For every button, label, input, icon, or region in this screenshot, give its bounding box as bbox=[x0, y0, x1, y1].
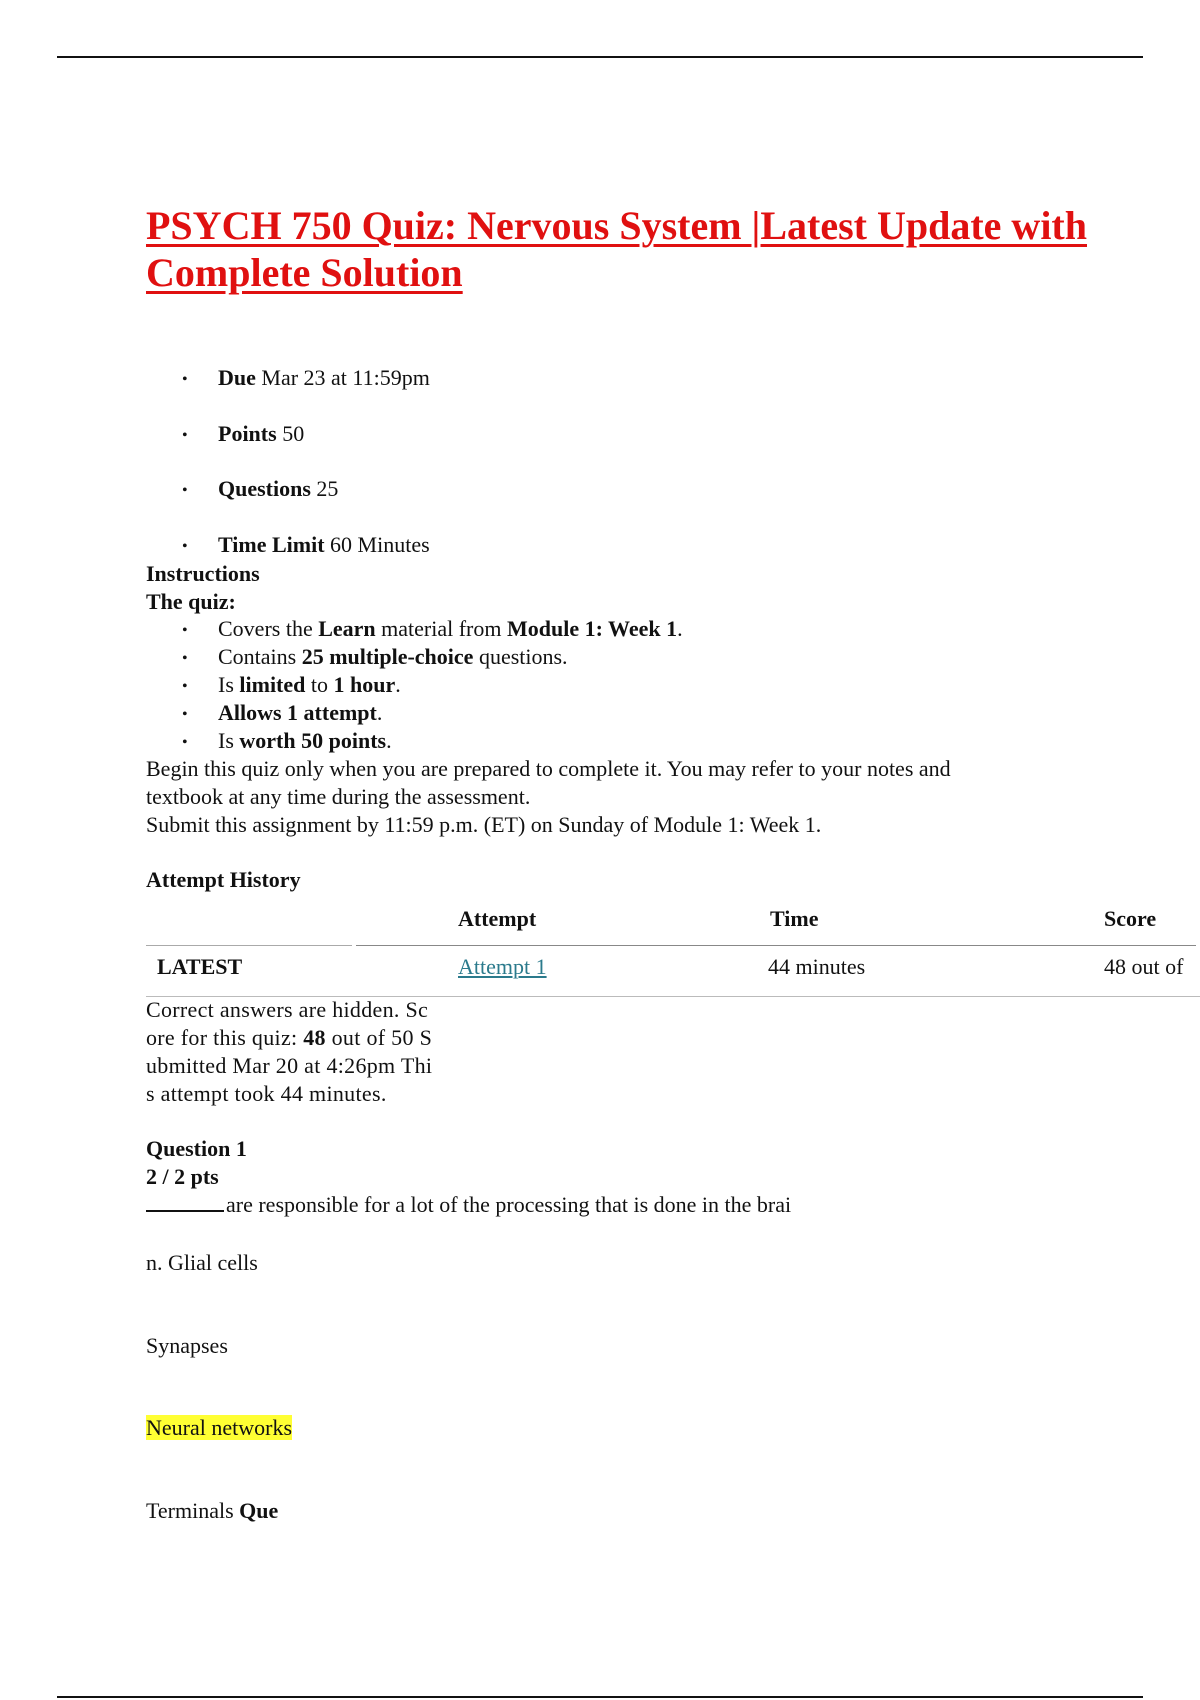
bullet-dot: • bbox=[182, 734, 188, 751]
meta-points: Points 50 bbox=[218, 421, 305, 446]
attempt-history-heading: Attempt History bbox=[146, 867, 301, 892]
quiz-heading: The quiz: bbox=[146, 589, 236, 614]
answer-option-terminals: Terminals Que bbox=[146, 1498, 279, 1523]
quiz-bullet-limited: Is limited to 1 hour. bbox=[218, 672, 401, 697]
bullet-dot: • bbox=[182, 538, 188, 555]
bottom-rule bbox=[57, 1696, 1143, 1698]
paragraph-line-2: textbook at any time during the assessment. bbox=[146, 784, 531, 809]
column-header-attempt: Attempt bbox=[458, 906, 537, 931]
answer-option-synapses: Synapses bbox=[146, 1333, 228, 1358]
paragraph-line-1: Begin this quiz only when you are prepared to complete it. You may refer to your notes and bbox=[146, 756, 951, 781]
answer-option-neural-networks bbox=[146, 1415, 292, 1441]
summary-line-2: ore for this quiz: 48 out of 50 S bbox=[146, 1025, 433, 1050]
row-label-latest: LATEST bbox=[157, 954, 243, 979]
quiz-bullet-attempts: Allows 1 attempt. bbox=[218, 700, 383, 725]
quiz-bullet-worth: Is worth 50 points. bbox=[218, 728, 392, 753]
bullet-dot: • bbox=[182, 678, 188, 695]
correct-answer-highlight: Neural networks bbox=[146, 1415, 293, 1440]
bullet-dot: • bbox=[182, 622, 188, 639]
answer-option-glial-cells: n. Glial cells bbox=[146, 1250, 258, 1275]
submit-line: Submit this assignment by 11:59 p.m. (ET) on Sunday of Module 1: Week 1. bbox=[146, 812, 822, 837]
row-time: 44 minutes bbox=[768, 954, 866, 979]
table-header-rule bbox=[146, 945, 352, 946]
table-header-rule bbox=[356, 945, 1196, 946]
bullet-dot: • bbox=[182, 650, 188, 667]
summary-line-1: Correct answers are hidden. Sc bbox=[146, 997, 429, 1022]
summary-line-3: ubmitted Mar 20 at 4:26pm Thi bbox=[146, 1053, 433, 1078]
quiz-bullet-covers: Covers the Learn material from Module 1: Week 1. bbox=[218, 616, 683, 641]
title-line-2: Complete Solution bbox=[146, 250, 463, 295]
quiz-bullet-contains: Contains 25 multiple-choice questions. bbox=[218, 644, 568, 669]
row-score: 48 out of bbox=[1104, 954, 1184, 979]
bullet-dot: • bbox=[182, 482, 188, 499]
title-line-1: PSYCH 750 Quiz: Nervous System |Latest Update with bbox=[146, 203, 1087, 248]
instructions-heading: Instructions bbox=[146, 561, 260, 586]
meta-due: Due Mar 23 at 11:59pm bbox=[218, 365, 430, 390]
question-heading: Question 1 bbox=[146, 1136, 247, 1161]
answer-blank bbox=[146, 1210, 224, 1212]
bullet-dot: • bbox=[182, 371, 188, 388]
document-title bbox=[146, 202, 1106, 296]
meta-questions: Questions 25 bbox=[218, 476, 339, 501]
bullet-dot: • bbox=[182, 706, 188, 723]
summary-line-4: s attempt took 44 minutes. bbox=[146, 1081, 387, 1106]
attempt-1-link[interactable]: Attempt 1 bbox=[458, 954, 547, 979]
question-prompt: are responsible for a lot of the processing that is done in the brai bbox=[146, 1192, 791, 1218]
top-rule bbox=[57, 56, 1143, 58]
column-header-score: Score bbox=[1104, 906, 1157, 931]
bullet-dot: • bbox=[182, 427, 188, 444]
meta-time-limit: Time Limit 60 Minutes bbox=[218, 532, 430, 557]
question-points: 2 / 2 pts bbox=[146, 1164, 219, 1189]
column-header-time: Time bbox=[770, 906, 819, 931]
